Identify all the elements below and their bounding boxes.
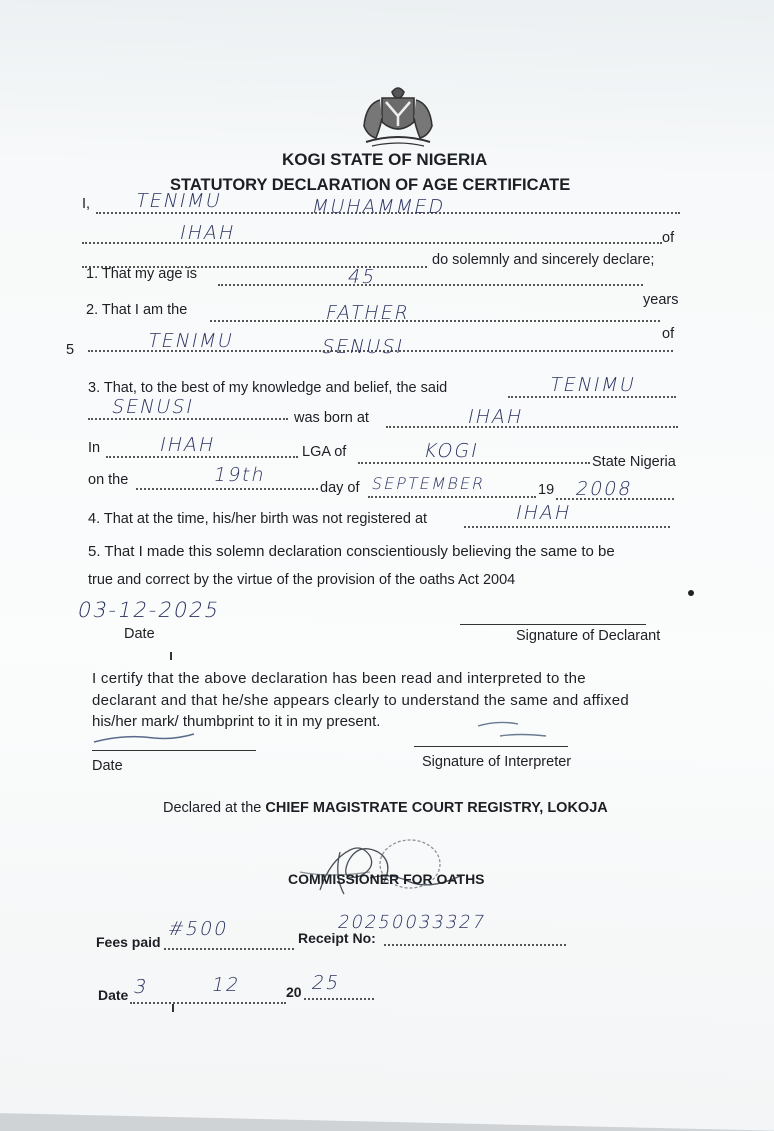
hw-lga-state: KOGI bbox=[421, 440, 482, 462]
hw-receipt-number: 20250033327 bbox=[335, 912, 489, 933]
hw-child-first-name: TENIMU bbox=[145, 330, 237, 352]
certify-line-2: declarant and that he/she appears clearly to understand the same and affixed bbox=[92, 692, 630, 709]
certificate-page: KOGI STATE OF NIGERIA STATUTORY DECLARATION OF AGE CERTIFICATE I, TENIMU MUHAMMED of IHAH do solemnly and sincerely declare; 1. That my age is 45 years 2. That I am the FATHER of 5 TENIMU SENUSI 3. That, to the best of my knowledge and belief, the said TENIMU SENUSI was born at IHAH In IHAH LGA of KOGI State Nigeria on the 19th day of SEPTEMBER 19 2008 4. That at the time, his/her birth was not registered at IHAH 5. That I made this solemn declaration conscientiously believing the same to be true and correct by the virtue of the provision of the oaths Act 2004 03-12-2025 Date Signature of Declarant I certify that the above declaration has been read and interpreted to the declarant and that he/she appears clearly to understand the same and affixed his/her mark/ thumbprint to it in my present. Date Signature of Interpreter Declared at the CHIEF MAGISTRATE COURT REGISTRY, LOKOJA COMMISSIONER FOR OATHS Fees paid #500 Receipt No: 20250033327 Date 3 12 20 25 bbox=[0, 0, 774, 1080]
hw-year: 2008 bbox=[573, 478, 635, 500]
receipt-no-label: Receipt No: bbox=[298, 930, 376, 946]
declared-prefix: Declared at the bbox=[163, 800, 266, 816]
interpreter-scribble-mark bbox=[470, 718, 560, 742]
item-3-label: 3. That, to the best of my knowledge and belief, the said bbox=[88, 380, 448, 396]
hw-address: IHAH bbox=[177, 222, 238, 244]
declared-at-line bbox=[163, 800, 608, 816]
signature-of-interpreter-label: Signature of Interpreter bbox=[422, 754, 572, 770]
item-5-line-1: 5. That I made this solemn declaration conscientiously believing the same to be bbox=[88, 543, 615, 560]
hw-said-surname: SENUSI bbox=[109, 396, 197, 418]
state-heading: KOGI STATE OF NIGERIA bbox=[282, 150, 488, 169]
item-2-label: 2. That I am the bbox=[86, 302, 188, 318]
hw-final-year: 25 bbox=[309, 972, 343, 994]
hw-final-day: 3 bbox=[131, 976, 151, 998]
years-label: years bbox=[643, 292, 679, 308]
hw-born-place: IHAH bbox=[465, 406, 526, 428]
certify-line-3: his/her mark/ thumbprint to it in my present. bbox=[92, 713, 381, 730]
hw-first-name: TENIMU bbox=[133, 190, 225, 212]
solemnly-declare-text: do solemnly and sincerely declare; bbox=[432, 252, 655, 268]
in-label: In bbox=[88, 440, 101, 456]
hw-day: 19th bbox=[211, 464, 269, 486]
hw-said-first-name: TENIMU bbox=[547, 374, 639, 396]
item-5-line-2: true and correct by the virtue of the provision of the oaths Act 2004 bbox=[88, 572, 516, 588]
twenty-label: 20 bbox=[286, 984, 302, 1000]
date-scribble-mark bbox=[90, 730, 200, 750]
commissioner-for-oaths-label: COMMISSIONER FOR OATHS bbox=[288, 871, 485, 887]
hw-relation: FATHER bbox=[323, 302, 413, 324]
i-label: I, bbox=[82, 196, 91, 212]
lga-of-label: LGA of bbox=[302, 444, 347, 460]
year-prefix-label: 19 bbox=[538, 482, 555, 498]
hw-child-surname: SENUSI bbox=[319, 336, 407, 358]
hw-month: SEPTEMBER bbox=[369, 474, 488, 493]
of-label-2: of bbox=[662, 326, 675, 342]
on-the-label: on the bbox=[88, 472, 129, 488]
state-nigeria-label: State Nigeria bbox=[592, 454, 676, 470]
coat-of-arms-emblem bbox=[352, 84, 444, 150]
hw-surname: MUHAMMED bbox=[309, 196, 448, 218]
born-at-label: was born at bbox=[294, 410, 369, 426]
hw-age: 45 bbox=[345, 266, 379, 288]
signature-of-declarant-label: Signature of Declarant bbox=[516, 628, 661, 644]
hw-in-place: IHAH bbox=[157, 434, 218, 456]
hw-declaration-date: 03-12-2025 bbox=[75, 598, 223, 622]
date-label-2: Date bbox=[92, 758, 123, 774]
day-of-label: day of bbox=[320, 480, 360, 496]
of-label: of bbox=[662, 230, 675, 246]
declared-place: CHIEF MAGISTRATE COURT REGISTRY, LOKOJA bbox=[265, 800, 608, 816]
date-label-3: Date bbox=[98, 987, 129, 1003]
item-1-label: 1. That my age is bbox=[86, 266, 197, 282]
date-label: Date bbox=[124, 626, 155, 642]
hw-final-month: 12 bbox=[209, 974, 243, 996]
item-4-label: 4. That at the time, his/her birth was not registered at bbox=[88, 511, 428, 527]
certify-line-1: I certify that the above declaration has been read and interpreted to the bbox=[92, 670, 586, 687]
fees-paid-label: Fees paid bbox=[96, 934, 161, 950]
hw-not-registered-at: IHAH bbox=[513, 502, 574, 524]
hw-fees: #500 bbox=[165, 918, 231, 940]
document-title: STATUTORY DECLARATION OF AGE CERTIFICATE bbox=[170, 176, 571, 194]
